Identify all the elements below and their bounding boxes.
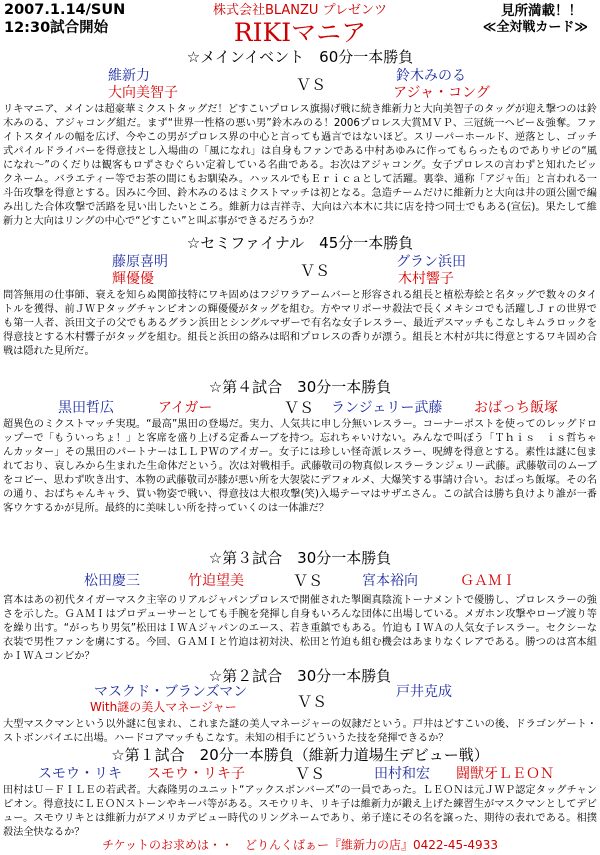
match-2-right-wrestler-1: 戸井克成 xyxy=(396,684,452,700)
main-vs-label: ＶＳ xyxy=(296,76,327,94)
match-1-right-wrestler-1: 田村和宏 xyxy=(374,766,430,782)
match-4-vs-label: ＶＳ xyxy=(284,399,315,417)
match-1-description: 田村はＵ－ＦＩＬＥの若武者。大森隆男のユニット“アックスボンバーズ”の一員であった。ＬＥＯＮは元ＪＷＰ認定タッグチャンピオン。得意技にＬＥＯＮストーンやキーパ等がある。スモウリキ、リキ子は維新力が鍛え上げた練習生がマスクマンとしてデビュー。スモウリキとは維新力がアメリカデビュー時代のリングネームであり、弟子達にその名を譲った、期待の表れである。相撲殺法全快なるか？ xyxy=(3,785,597,838)
semi-right-wrestler-1: グラン浜田 xyxy=(396,254,466,270)
card-label: ≪全対戦カード≫ xyxy=(482,20,588,35)
match-3-right-wrestler-1: 宮本裕向 xyxy=(362,573,418,589)
main-left-wrestler-2: 大向美智子 xyxy=(108,85,178,101)
semi-right-wrestler-2: 木村響子 xyxy=(398,271,454,287)
match-4-description: 超異色のミクストマッチ実現。“最高”黒田の登場だ。実力、人気共に申し分無いレスラー。コーナーポストを使ってのレッグドロップーで「もういっちょ！」と客席を盛り上げる定番ムーブを持つ。忘れちゃいけない。みんなで叫ぼう「Ｔｈｉｓ ｉｓ哲ちゃんカッター」その黒田のパートナーはＬＬＰＷのアイガー。女子には珍しい怪奇派レスラー、呪縛を得意とする。素性は謎に包まれており、哀しみから生まれた生命体だという。次は対戦相手。武藤敬司の物真似レスラーランジェリー武藤。武藤敬司のムーブをコピー、思わず吹き出す、本物の武藤敬司が膝が悪い所を大袈裟にデフォルメ、大爆笑する事請け合い。おばっち飯塚。その名の通り、おばちゃんキャラ、買い物姿で戦い、得意技は大根攻撃(笑)入場テーマはサザエさん。この試合は勝ち負けより誰が一番客ウケするかが見所。最終的に美味しい所を持っていくのは一体誰だ？ xyxy=(3,419,597,514)
match-1-left-wrestler-1: スモウ・リキ xyxy=(38,766,122,782)
highlight-text: 見所満載！！ xyxy=(501,3,582,19)
match-4-heading: ☆第４試合 30分一本勝負 xyxy=(208,378,392,396)
match-4-right-wrestler-2: おばっち飯塚 xyxy=(474,400,558,416)
match-2-heading: ☆第２試合 30分一本勝負 xyxy=(208,667,392,685)
main-left-wrestler-1: 維新力 xyxy=(108,68,150,84)
semi-left-wrestler-1: 藤原喜明 xyxy=(112,254,168,270)
match-1-right-wrestler-2: 闘獣牙ＬＥＯＮ xyxy=(456,766,554,782)
match-2-manager: With謎の美人マネージャー xyxy=(90,700,237,714)
start-time: 12:30試合開始 xyxy=(4,20,109,36)
main-event-description: リキマニア、メインは超豪華ミクストタッグだ！どすこいプロレス旗揚げ戦に続き維新力と大向美智子のタッグが迎え撃つのは鈴木みのる、アジャコング組だ。まず“世界一性格の悪い男”鈴木みのる！2006プロレス大賞ＭＶＰ、三冠統一ヘビー＆強奪。ファイトスタイルの幅を広げ、今やこの男がプロレス界の中心と言っても過言ではないほど。スリーパーホールド、逆落とし、ゴッチ式パイルドライバーを得意技とし入場曲の「風になれ」は自身もファンである中村あゆみに作ってもらったものでありサビの“風になれ～”のくだりは観客もロずさむぐらい定着している名曲である。お次はアジャコング。女子プロレスの言わずと知れたビックネーム。バラエティー等でお茶の間にもお馴染み。ハッスルでもＥｒｉｃａとして活躍。裏拳、通称「アジャ缶」と言われる一斗缶攻撃を得意とする。因みに今回、鈴木みのるはミクストマッチは初となる。急造チームだけに維新力と大向は井の頭公園で編み出した合体攻撃で活路を見い出したいところ。維新力は吉祥寺、大向は六本木に共に店を持つ同士でもある(宣伝)。果たして維新力と大向はリングの中心で“どすこい”と叫ぶ事ができるだろうか？ xyxy=(3,104,597,227)
match-1-heading: ☆第１試合 20分一本勝負（維新力道場生デビュー戦） xyxy=(111,746,489,764)
semi-final-heading: ☆セミファイナル 45分一本勝負 xyxy=(186,234,414,252)
match-4-left-wrestler-1: 黒田哲広 xyxy=(58,400,114,416)
match-4-left-wrestler-2: アイガー xyxy=(158,400,213,416)
semi-left-wrestler-2: 輝優優 xyxy=(112,271,154,287)
match-4-right-wrestler-1: ランジェリー武藤 xyxy=(331,400,443,416)
match-3-description: 宮本はあの初代タイガーマスク主宰のリアルジャパンプロレスで開催された掣圏真陰流トーナメントで優勝し、プロレスラーの強さを示した。ＧＡＭＩはプロデューサーとしても手腕を発揮し自身もいろんな団体に出場している。メガホン攻撃やロープ渡り等を繰り出す。“がっちり男気”松田はＩＷＡジャパンのエース、若き重鎮でもある。竹迫もＩＷＡの人気女子レスラー。セクシーな衣装で男性ファンを虜にする。今回、ＧＡＭＩと竹迫は初対決、松田と竹迫も組む機会はあまりなくレアである。勝つのは宮本組かＩＷＡコンビか？ xyxy=(3,595,597,662)
match-3-vs-label: ＶＳ xyxy=(293,572,324,590)
ticket-info: チケットのお求めは・・ どりんくばぁー『維新力の店』0422-45-4933 xyxy=(102,838,498,852)
semi-final-description: 問答無用の仕事師、衰えを知らぬ関節技特にワキ固めはフジワラアームバーと形容される組長と植松寿絵と名タッグで数々のタイトルを獲得、前ＪＷＰタッグチャンピオンの輝優優がタッグを組む。方やマリポーサ殺法で長くメキシコでも活躍しＪｒの世界でも第一人者、浜田文子の父でもあるグラン浜田とシングルマザーで有名な女子レスラー、最近デスマッチもこなしキムラロックを得意技とする木村響子がタッグを組む。組長と浜田の絡みは昭和プロレスの香りが漂う。組長と木村が共に得意とするワキ固め合戦は隠れた見所だ。 xyxy=(3,290,597,357)
match-2-description: 大型マスクマンという以外謎に包まれ、これまた謎の美人マネージャーの奴隷だという。戸井はどすこいの後、ドラゴンゲート・ストボンバイエに出場。ハードコアマッチもこなす。未知の相手にどういうた技を発揮できるか？ xyxy=(3,719,597,744)
presenter-line: 株式会社BLANZU プレゼンツ xyxy=(212,3,388,18)
match-3-right-wrestler-2: ＧＡＭＩ xyxy=(460,573,516,589)
semi-vs-label: ＶＳ xyxy=(300,262,331,280)
main-right-wrestler-2: アジャ・コング xyxy=(393,85,490,101)
event-date: 2007.1.14/SUN xyxy=(4,2,126,18)
match-1-left-wrestler-2: スモウ・リキ子 xyxy=(147,766,245,782)
match-3-left-wrestler-1: 松田慶三 xyxy=(84,573,140,589)
match-2-vs-label: ＶＳ xyxy=(297,693,328,711)
main-right-wrestler-1: 鈴木みのる xyxy=(396,68,466,84)
match-1-vs-label: ＶＳ xyxy=(295,765,326,783)
event-title: RIKIマニア xyxy=(233,18,367,47)
match-3-left-wrestler-2: 竹迫望美 xyxy=(188,573,244,589)
main-event-heading: ☆メインイベント 60分一本勝負 xyxy=(186,48,414,66)
match-3-heading: ☆第３試合 30分一本勝負 xyxy=(208,549,392,567)
match-2-left-wrestler-1: マスクド・ブランズマン xyxy=(94,684,248,700)
